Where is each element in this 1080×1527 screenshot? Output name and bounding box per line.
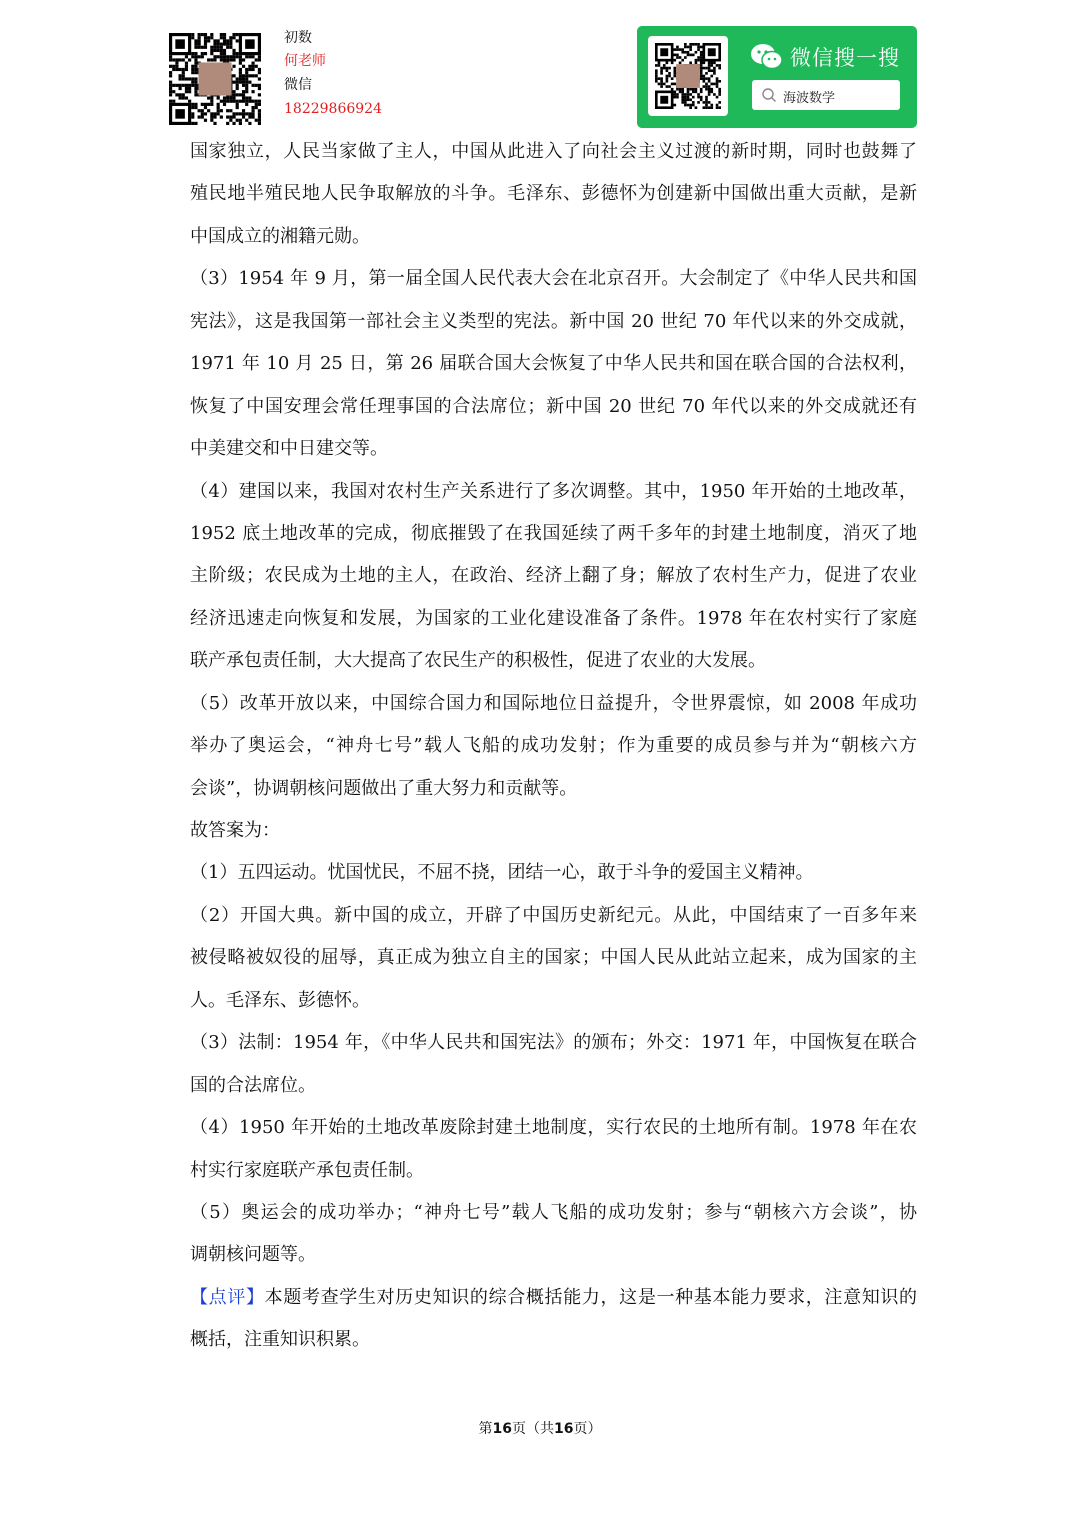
text-line: （5）奥运会的成功举办；“神舟七号”载人飞船的成功发射；参与“朝核六方会谈”，协 [190,1201,917,1223]
contact-teacher: 何老师 [284,53,326,69]
text-line: 举办了奥运会，“神舟七号”载人飞船的成功发射；作为重要的成员参与并为“朝核六方 [190,735,917,757]
text-line: 联产承包责任制，大大提高了农民生产的积极性，促进了农业的大发展。 [190,650,766,672]
text-line: 中国成立的湘籍元勋。 [190,225,370,247]
footer-suffix: 页） [573,1421,602,1437]
text-line: 调朝核问题等。 [190,1244,316,1266]
document-body [190,131,917,1362]
text-line: 会谈”，协调朝核问题做出了重大努力和贡献等。 [190,777,578,799]
footer-page-number: 16 [492,1421,512,1437]
footer-mid: 页（共 [512,1421,554,1437]
footer-prefix: 第 [478,1421,493,1437]
text-line: （4）建国以来，我国对农村生产关系进行了多次调整。其中，1950 年开始的土地改革， [190,480,917,502]
comment-text: 本题考查学生对历史知识的综合概括能力，这是一种基本能力要求，注意知识的 [264,1286,918,1308]
qr-code-wechat [648,36,728,116]
wechat-search-box[interactable] [752,80,900,110]
comment-line [190,1277,917,1319]
text-line: （3）法制：1954 年，《中华人民共和国宪法》的颁布；外交：1971 年，中国恢复在联合 [190,1032,917,1054]
text-line: 经济迅速走向恢复和发展，为国家的工业化建设准备了条件。1978 年在农村实行了家庭 [190,607,917,629]
text-line: 被侵略被奴役的屈辱，真正成为独立自主的国家；中国人民从此站立起来，成为国家的主 [190,947,917,969]
comment-label: 点评 [208,1286,246,1308]
text-line: 中美建交和中日建交等。 [190,438,388,460]
text-line: 国家独立，人民当家做了主人，中国从此进入了向社会主义过渡的新时期，同时也鼓舞了 [190,141,917,162]
contact-subject: 初数 [284,30,312,46]
comment-line: 概括，注重知识积累。 [190,1329,370,1351]
text-line: 恢复了中国安理会常任理事国的合法席位；新中国 20 世纪 70 年代以来的外交成就还有 [190,395,917,417]
footer-total-pages: 16 [554,1421,574,1437]
page-footer [0,1418,1080,1438]
wechat-search-card[interactable] [637,26,917,128]
text-line: （3）1954 年 9 月，第一届全国人民代表大会在北京召开。大会制定了《中华人民共和国 [190,268,917,290]
contact-wechat-label: 微信 [284,77,312,93]
contact-phone: 18229866924 [284,101,382,117]
comment-bracket-close: 】 [246,1286,265,1308]
text-line: 村实行家庭联产承包责任制。 [190,1159,424,1181]
wechat-logo-icon [750,43,784,75]
text-line: 1971 年 10 月 25 日，第 26 届联合国大会恢复了中华人民共和国在联合国的合法权利， [190,353,917,375]
text-line: 殖民地半殖民地人民争取解放的斗争。毛泽东、彭德怀为创建新中国做出重大贡献，是新 [190,183,917,205]
qr-code-contact [169,33,261,125]
text-line: （4）1950 年开始的土地改革废除封建土地制度，实行农民的土地所有制。1978 年在农 [190,1117,917,1139]
search-icon [761,87,777,107]
text-line: 故答案为： [190,820,280,841]
text-line: （2）开国大典。新中国的成立，开辟了中国历史新纪元。从此，中国结束了一百多年来 [190,904,917,926]
text-line: 国的合法席位。 [190,1074,316,1096]
text-line: （5）改革开放以来，中国综合国力和国际地位日益提升，令世界震惊，如 2008 年成功 [190,692,917,714]
comment-bracket-open: 【 [190,1286,209,1308]
text-line: 主阶级；农民成为土地的主人，在政治、经济上翻了身；解放了农村生产力，促进了农业 [190,565,917,587]
qr-code-pattern [655,43,721,109]
text-line: （1）五四运动。忧国忧民，不屈不挠，团结一心，敢于斗争的爱国主义精神。 [190,862,814,884]
text-line: 宪法》，这是我国第一部社会主义类型的宪法。新中国 20 世纪 70 年代以来的外交成就， [190,310,917,332]
wechat-search-text: 海波数学 [783,91,836,106]
wechat-search-title: 微信搜一搜 [790,46,900,70]
text-line: 1952 底土地改革的完成，彻底摧毁了在我国延续了两千多年的封建土地制度，消灭了地 [190,522,917,544]
text-line: 人。毛泽东、彭德怀。 [190,989,370,1011]
